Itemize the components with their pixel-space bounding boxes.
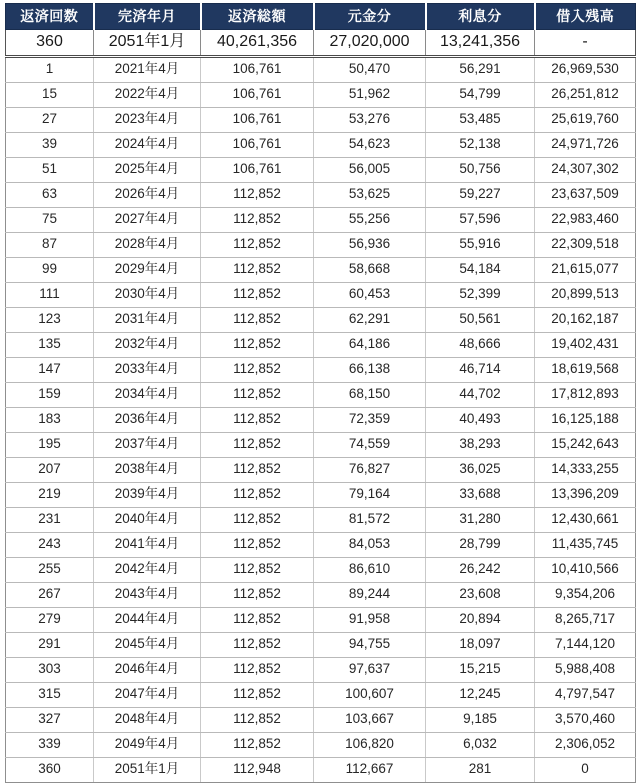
cell-interest: 40,493 — [426, 407, 535, 432]
cell-total: 112,852 — [201, 457, 314, 482]
cell-total: 112,852 — [201, 257, 314, 282]
cell-interest: 23,608 — [426, 582, 535, 607]
cell-balance: 24,971,726 — [535, 132, 636, 157]
cell-principal: 97,637 — [314, 657, 426, 682]
cell-count: 1 — [6, 56, 94, 82]
cell-interest: 56,291 — [426, 56, 535, 82]
cell-month: 2027年4月 — [94, 207, 201, 232]
cell-principal: 51,962 — [314, 82, 426, 107]
cell-principal: 112,667 — [314, 757, 426, 782]
cell-month: 2032年4月 — [94, 332, 201, 357]
table-row — [6, 482, 636, 507]
cell-balance: 26,251,812 — [535, 82, 636, 107]
cell-interest: 54,184 — [426, 257, 535, 282]
cell-month: 2048年4月 — [94, 707, 201, 732]
cell-principal: 106,820 — [314, 732, 426, 757]
table-row — [6, 707, 636, 732]
cell-interest: 15,215 — [426, 657, 535, 682]
cell-month: 2037年4月 — [94, 432, 201, 457]
cell-interest: 50,756 — [426, 157, 535, 182]
summary-repayment-count: 360 — [6, 30, 94, 57]
cell-interest: 59,227 — [426, 182, 535, 207]
cell-total: 112,852 — [201, 232, 314, 257]
cell-principal: 64,186 — [314, 332, 426, 357]
cell-balance: 26,969,530 — [535, 56, 636, 82]
cell-count: 231 — [6, 507, 94, 532]
table-row — [6, 682, 636, 707]
cell-interest: 281 — [426, 757, 535, 782]
column-header-completion-month[interactable]: 完済年月 — [94, 4, 201, 30]
cell-total: 112,852 — [201, 382, 314, 407]
summary-section — [6, 30, 636, 57]
cell-month: 2036年4月 — [94, 407, 201, 432]
cell-total: 112,852 — [201, 632, 314, 657]
cell-total: 112,852 — [201, 207, 314, 232]
cell-month: 2026年4月 — [94, 182, 201, 207]
cell-interest: 12,245 — [426, 682, 535, 707]
cell-interest: 20,894 — [426, 607, 535, 632]
summary-interest: 13,241,356 — [426, 30, 535, 57]
cell-count: 159 — [6, 382, 94, 407]
cell-principal: 68,150 — [314, 382, 426, 407]
cell-count: 315 — [6, 682, 94, 707]
table-row — [6, 732, 636, 757]
cell-count: 303 — [6, 657, 94, 682]
cell-interest: 57,596 — [426, 207, 535, 232]
table-row — [6, 607, 636, 632]
cell-interest: 31,280 — [426, 507, 535, 532]
cell-balance: 0 — [535, 757, 636, 782]
cell-balance: 18,619,568 — [535, 357, 636, 382]
cell-interest: 26,242 — [426, 557, 535, 582]
cell-balance: 7,144,120 — [535, 632, 636, 657]
cell-month: 2024年4月 — [94, 132, 201, 157]
cell-principal: 58,668 — [314, 257, 426, 282]
cell-balance: 19,402,431 — [535, 332, 636, 357]
cell-principal: 72,359 — [314, 407, 426, 432]
cell-month: 2025年4月 — [94, 157, 201, 182]
cell-balance: 5,988,408 — [535, 657, 636, 682]
cell-month: 2028年4月 — [94, 232, 201, 257]
cell-interest: 50,561 — [426, 307, 535, 332]
cell-count: 27 — [6, 107, 94, 132]
cell-interest: 33,688 — [426, 482, 535, 507]
cell-balance: 15,242,643 — [535, 432, 636, 457]
cell-total: 112,852 — [201, 407, 314, 432]
cell-balance: 11,435,745 — [535, 532, 636, 557]
table-row — [6, 432, 636, 457]
cell-balance: 14,333,255 — [535, 457, 636, 482]
table-row — [6, 182, 636, 207]
cell-month: 2030年4月 — [94, 282, 201, 307]
header-row — [6, 4, 636, 30]
cell-principal: 74,559 — [314, 432, 426, 457]
table-row — [6, 132, 636, 157]
table-row — [6, 307, 636, 332]
table-row — [6, 382, 636, 407]
cell-interest: 53,485 — [426, 107, 535, 132]
cell-month: 2043年4月 — [94, 582, 201, 607]
cell-interest: 9,185 — [426, 707, 535, 732]
cell-total: 106,761 — [201, 157, 314, 182]
cell-month: 2049年4月 — [94, 732, 201, 757]
cell-count: 243 — [6, 532, 94, 557]
table-row — [6, 507, 636, 532]
table-row — [6, 157, 636, 182]
table-row — [6, 407, 636, 432]
cell-count: 267 — [6, 582, 94, 607]
cell-count: 147 — [6, 357, 94, 382]
cell-count: 135 — [6, 332, 94, 357]
cell-month: 2046年4月 — [94, 657, 201, 682]
table-row — [6, 532, 636, 557]
cell-interest: 44,702 — [426, 382, 535, 407]
table-body — [6, 56, 636, 782]
cell-month: 2045年4月 — [94, 632, 201, 657]
cell-count: 87 — [6, 232, 94, 257]
cell-principal: 76,827 — [314, 457, 426, 482]
cell-principal: 79,164 — [314, 482, 426, 507]
cell-total: 106,761 — [201, 107, 314, 132]
cell-interest: 52,138 — [426, 132, 535, 157]
table-row — [6, 82, 636, 107]
cell-balance: 21,615,077 — [535, 257, 636, 282]
cell-total: 106,761 — [201, 82, 314, 107]
table-row — [6, 207, 636, 232]
cell-balance: 22,309,518 — [535, 232, 636, 257]
column-header-loan-balance[interactable]: 借入残高 — [535, 4, 636, 30]
cell-count: 63 — [6, 182, 94, 207]
cell-principal: 84,053 — [314, 532, 426, 557]
cell-balance: 12,430,661 — [535, 507, 636, 532]
cell-balance: 24,307,302 — [535, 157, 636, 182]
cell-count: 51 — [6, 157, 94, 182]
cell-total: 112,852 — [201, 532, 314, 557]
cell-total: 112,852 — [201, 307, 314, 332]
cell-total: 112,852 — [201, 557, 314, 582]
cell-total: 106,761 — [201, 56, 314, 82]
cell-balance: 9,354,206 — [535, 582, 636, 607]
cell-principal: 53,625 — [314, 182, 426, 207]
cell-month: 2029年4月 — [94, 257, 201, 282]
column-header-principal[interactable]: 元金分 — [314, 4, 426, 30]
cell-count: 15 — [6, 82, 94, 107]
cell-month: 2023年4月 — [94, 107, 201, 132]
table-row — [6, 107, 636, 132]
cell-total: 112,852 — [201, 482, 314, 507]
cell-total: 112,852 — [201, 432, 314, 457]
cell-month: 2021年4月 — [94, 56, 201, 82]
cell-count: 195 — [6, 432, 94, 457]
cell-month: 2041年4月 — [94, 532, 201, 557]
cell-balance: 25,619,760 — [535, 107, 636, 132]
cell-count: 339 — [6, 732, 94, 757]
cell-interest: 28,799 — [426, 532, 535, 557]
table-header — [6, 4, 636, 30]
cell-balance: 10,410,566 — [535, 557, 636, 582]
table-row — [6, 632, 636, 657]
cell-month: 2047年4月 — [94, 682, 201, 707]
cell-interest: 38,293 — [426, 432, 535, 457]
cell-interest: 6,032 — [426, 732, 535, 757]
cell-interest: 18,097 — [426, 632, 535, 657]
summary-principal: 27,020,000 — [314, 30, 426, 57]
table-row — [6, 657, 636, 682]
cell-count: 219 — [6, 482, 94, 507]
cell-month: 2042年4月 — [94, 557, 201, 582]
cell-month: 2034年4月 — [94, 382, 201, 407]
cell-month: 2039年4月 — [94, 482, 201, 507]
cell-balance: 20,899,513 — [535, 282, 636, 307]
cell-count: 255 — [6, 557, 94, 582]
cell-total: 112,852 — [201, 732, 314, 757]
summary-row — [6, 30, 636, 57]
table-row — [6, 582, 636, 607]
cell-total: 112,852 — [201, 182, 314, 207]
cell-count: 111 — [6, 282, 94, 307]
cell-total: 112,852 — [201, 282, 314, 307]
cell-month: 2033年4月 — [94, 357, 201, 382]
cell-count: 123 — [6, 307, 94, 332]
summary-completion-month: 2051年1月 — [94, 30, 201, 57]
cell-principal: 89,244 — [314, 582, 426, 607]
cell-interest: 54,799 — [426, 82, 535, 107]
column-header-repayment-count[interactable]: 返済回数 — [6, 4, 94, 30]
table-row — [6, 457, 636, 482]
cell-total: 112,852 — [201, 507, 314, 532]
cell-count: 327 — [6, 707, 94, 732]
cell-count: 207 — [6, 457, 94, 482]
table-row — [6, 757, 636, 782]
cell-interest: 48,666 — [426, 332, 535, 357]
cell-principal: 91,958 — [314, 607, 426, 632]
cell-balance: 17,812,893 — [535, 382, 636, 407]
cell-principal: 94,755 — [314, 632, 426, 657]
cell-total: 112,852 — [201, 657, 314, 682]
table-row — [6, 557, 636, 582]
cell-balance: 3,570,460 — [535, 707, 636, 732]
cell-interest: 55,916 — [426, 232, 535, 257]
cell-month: 2044年4月 — [94, 607, 201, 632]
cell-principal: 56,936 — [314, 232, 426, 257]
column-header-interest[interactable]: 利息分 — [426, 4, 535, 30]
cell-count: 39 — [6, 132, 94, 157]
summary-loan-balance: - — [535, 30, 636, 57]
summary-total-repayment: 40,261,356 — [201, 30, 314, 57]
cell-month: 2051年1月 — [94, 757, 201, 782]
cell-principal: 60,453 — [314, 282, 426, 307]
cell-total: 112,948 — [201, 757, 314, 782]
cell-principal: 81,572 — [314, 507, 426, 532]
cell-count: 75 — [6, 207, 94, 232]
cell-total: 112,852 — [201, 582, 314, 607]
cell-principal: 54,623 — [314, 132, 426, 157]
cell-month: 2031年4月 — [94, 307, 201, 332]
cell-principal: 55,256 — [314, 207, 426, 232]
cell-interest: 46,714 — [426, 357, 535, 382]
cell-count: 279 — [6, 607, 94, 632]
cell-count: 291 — [6, 632, 94, 657]
cell-month: 2038年4月 — [94, 457, 201, 482]
cell-month: 2040年4月 — [94, 507, 201, 532]
cell-interest: 36,025 — [426, 457, 535, 482]
cell-month: 2022年4月 — [94, 82, 201, 107]
cell-total: 112,852 — [201, 682, 314, 707]
cell-balance: 4,797,547 — [535, 682, 636, 707]
cell-principal: 100,607 — [314, 682, 426, 707]
cell-principal: 62,291 — [314, 307, 426, 332]
table-row — [6, 56, 636, 82]
table-row — [6, 357, 636, 382]
cell-principal: 86,610 — [314, 557, 426, 582]
cell-principal: 66,138 — [314, 357, 426, 382]
cell-principal: 50,470 — [314, 56, 426, 82]
cell-principal: 103,667 — [314, 707, 426, 732]
table-row — [6, 332, 636, 357]
cell-total: 112,852 — [201, 332, 314, 357]
cell-total: 106,761 — [201, 132, 314, 157]
cell-total: 112,852 — [201, 707, 314, 732]
cell-count: 183 — [6, 407, 94, 432]
table-row — [6, 232, 636, 257]
cell-total: 112,852 — [201, 607, 314, 632]
cell-principal: 53,276 — [314, 107, 426, 132]
amortization-table — [5, 3, 636, 783]
cell-count: 360 — [6, 757, 94, 782]
table-row — [6, 282, 636, 307]
cell-total: 112,852 — [201, 357, 314, 382]
cell-balance: 8,265,717 — [535, 607, 636, 632]
cell-balance: 16,125,188 — [535, 407, 636, 432]
column-header-total-repayment[interactable]: 返済総額 — [201, 4, 314, 30]
cell-count: 99 — [6, 257, 94, 282]
cell-balance: 20,162,187 — [535, 307, 636, 332]
table-row — [6, 257, 636, 282]
cell-principal: 56,005 — [314, 157, 426, 182]
cell-balance: 2,306,052 — [535, 732, 636, 757]
cell-balance: 13,396,209 — [535, 482, 636, 507]
cell-interest: 52,399 — [426, 282, 535, 307]
cell-balance: 22,983,460 — [535, 207, 636, 232]
cell-balance: 23,637,509 — [535, 182, 636, 207]
